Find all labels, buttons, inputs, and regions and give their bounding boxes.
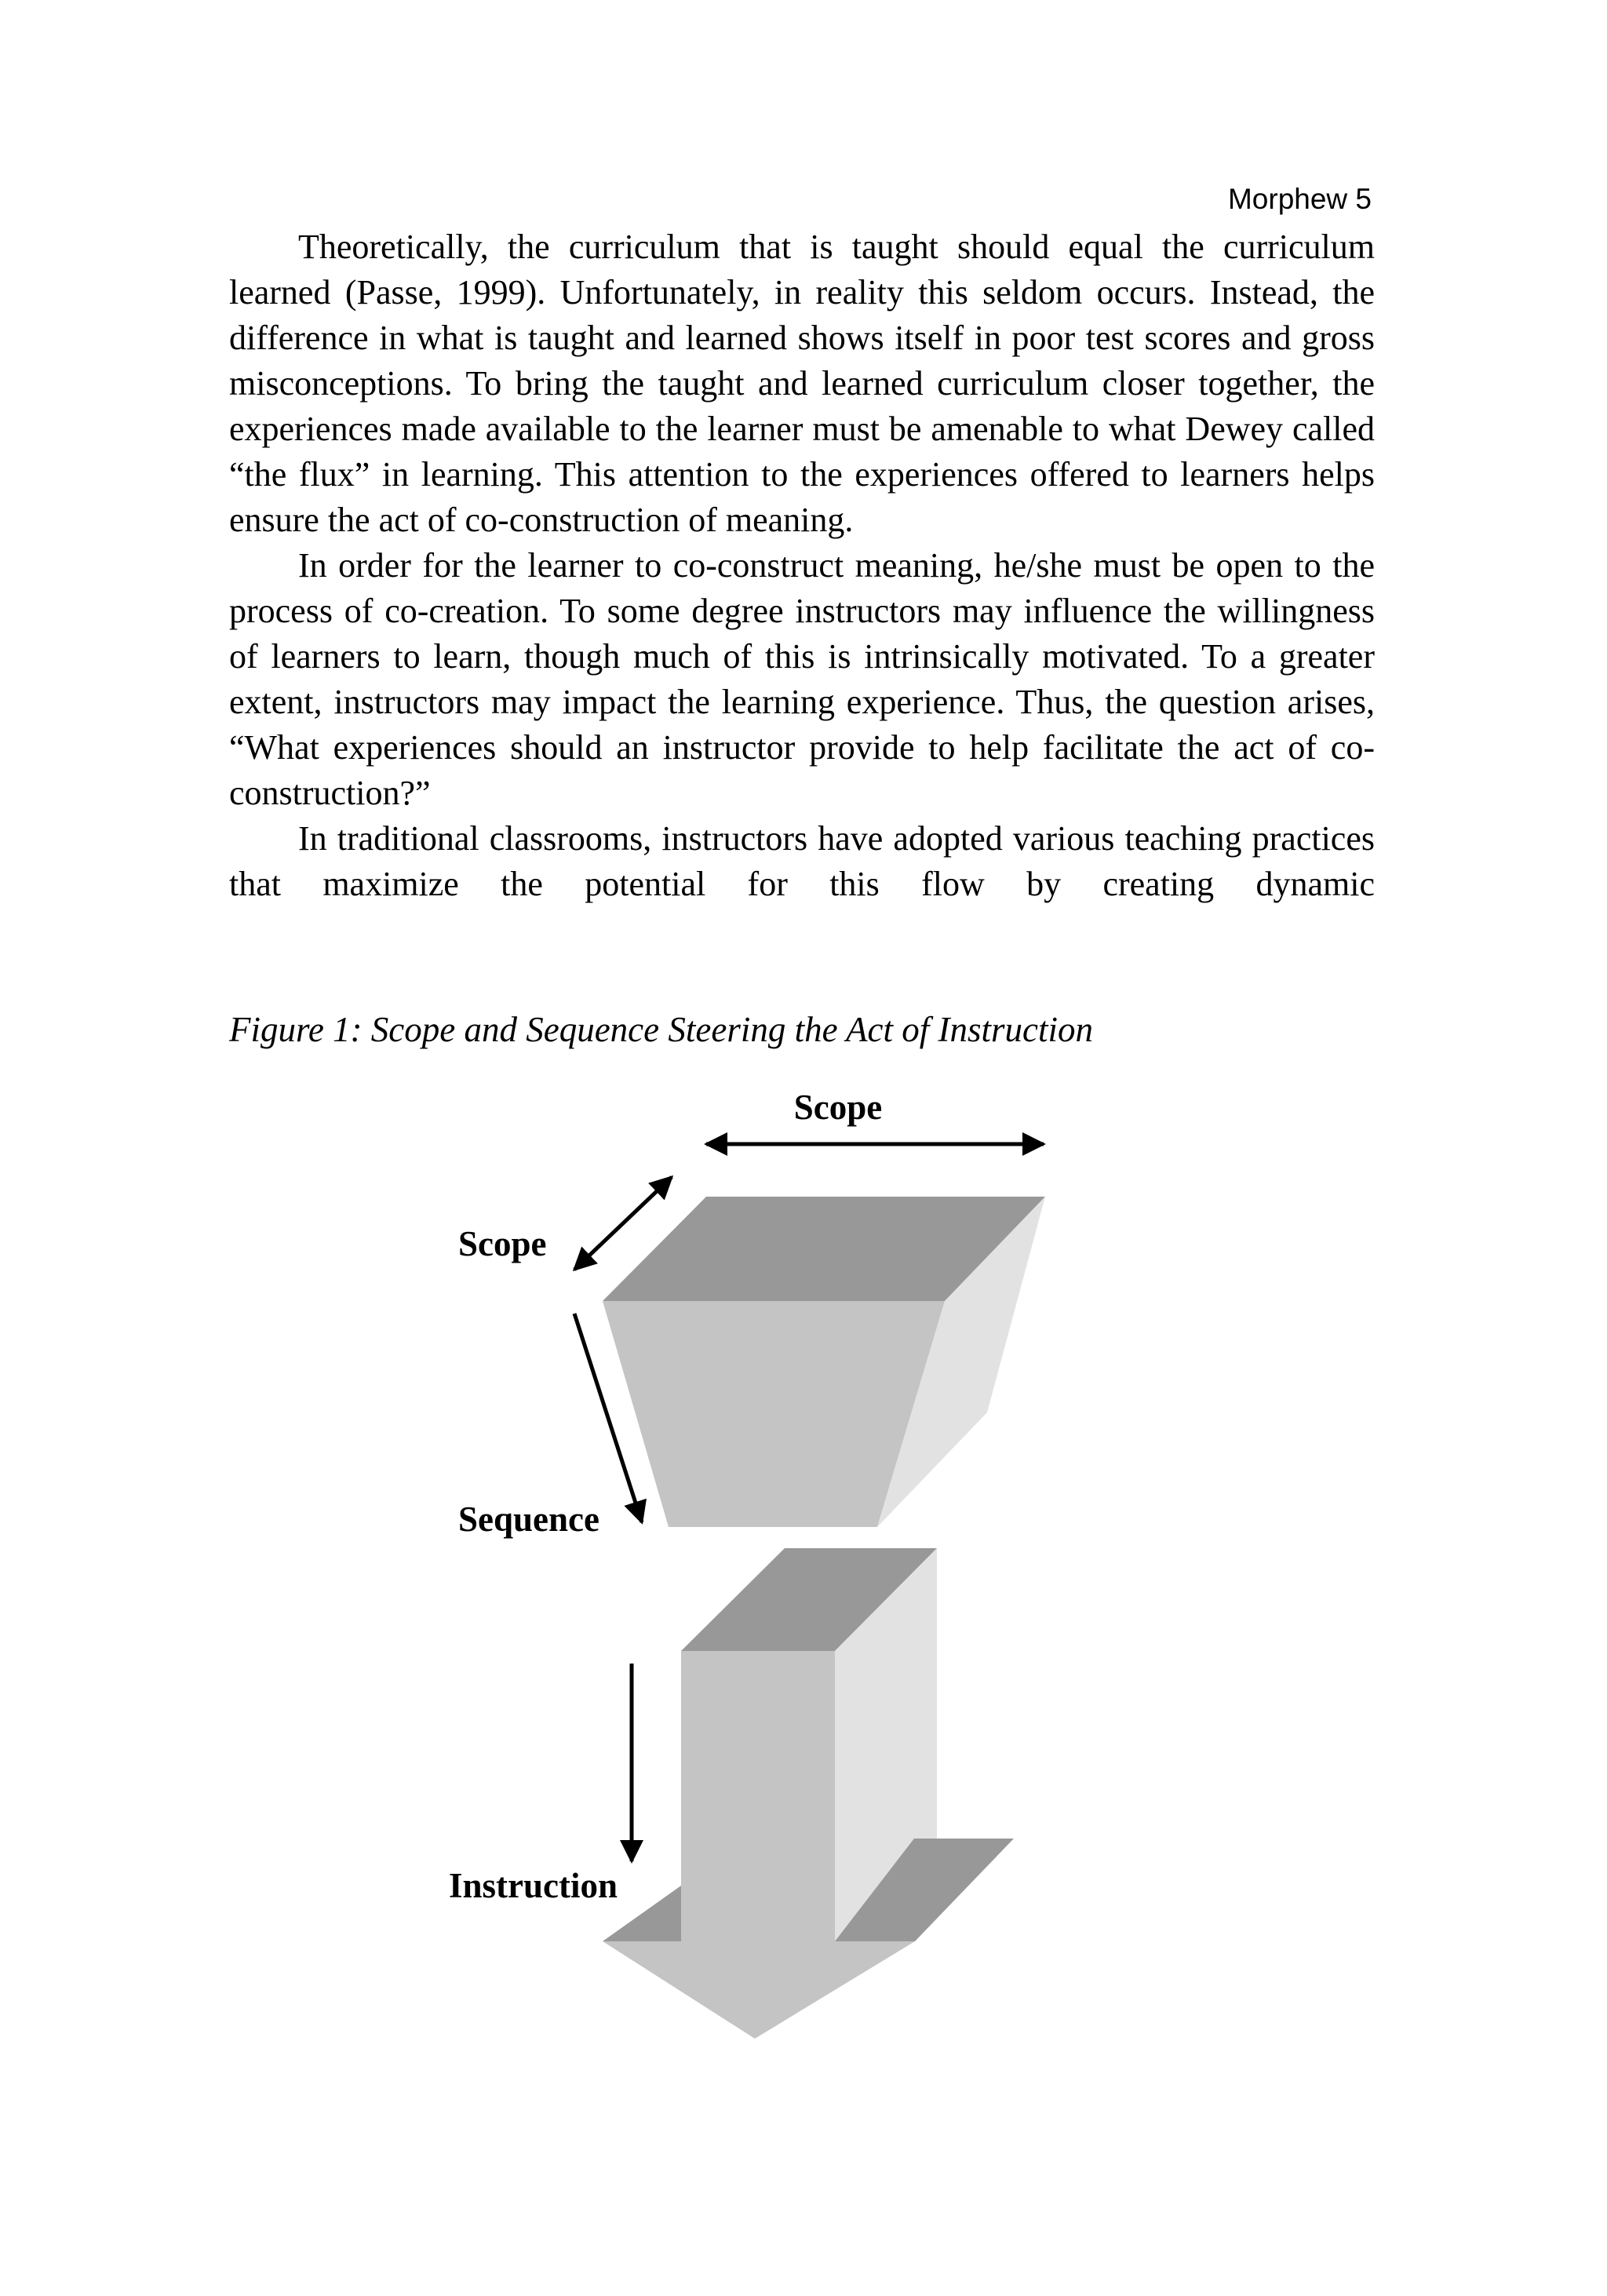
label-instruction: Instruction [449, 1866, 618, 1905]
funnel-shape [603, 1197, 1045, 1527]
down-arrow-shape [603, 1548, 1014, 2039]
running-head: Morphew 5 [1227, 183, 1372, 215]
paragraph-2: In order for the learner to co-construct meaning, he/she must be open to the process of co-creation. To some degree instructors may influence the willingness of learners to learn, though much of this is intrinsically motivated. To a greater extent, instructors may impact the learning experience. Thus, the question arises, “What experiences should an instructor provide to help facilitate the act of co-construction?” [229, 546, 1375, 812]
paragraph-1: Theoretically, the curriculum that is taught should equal the curriculum learned (Passe, 1999). Unfortunately, in reality this seldom occurs. Instead, the difference in what is taught and learned shows itself in poor test scores and gross misconceptions. To bring the taught and learned curriculum closer together, the experiences made available to the learner must be amenable to what Dewey called “the flux” in learning. This attention to the experiences offered to learners helps ensure the act of co-construction of meaning. [229, 228, 1375, 539]
figure-caption: Figure 1: Scope and Sequence Steering the Act of Instruction [229, 1010, 1093, 1049]
label-scope-side: Scope [458, 1224, 547, 1263]
label-scope-top: Scope [793, 1088, 883, 1127]
paragraph-3: In traditional classrooms, instructors have adopted various teaching practices that maximize the potential for this flow by creating dynamic [229, 819, 1375, 903]
label-sequence: Sequence [458, 1500, 599, 1539]
